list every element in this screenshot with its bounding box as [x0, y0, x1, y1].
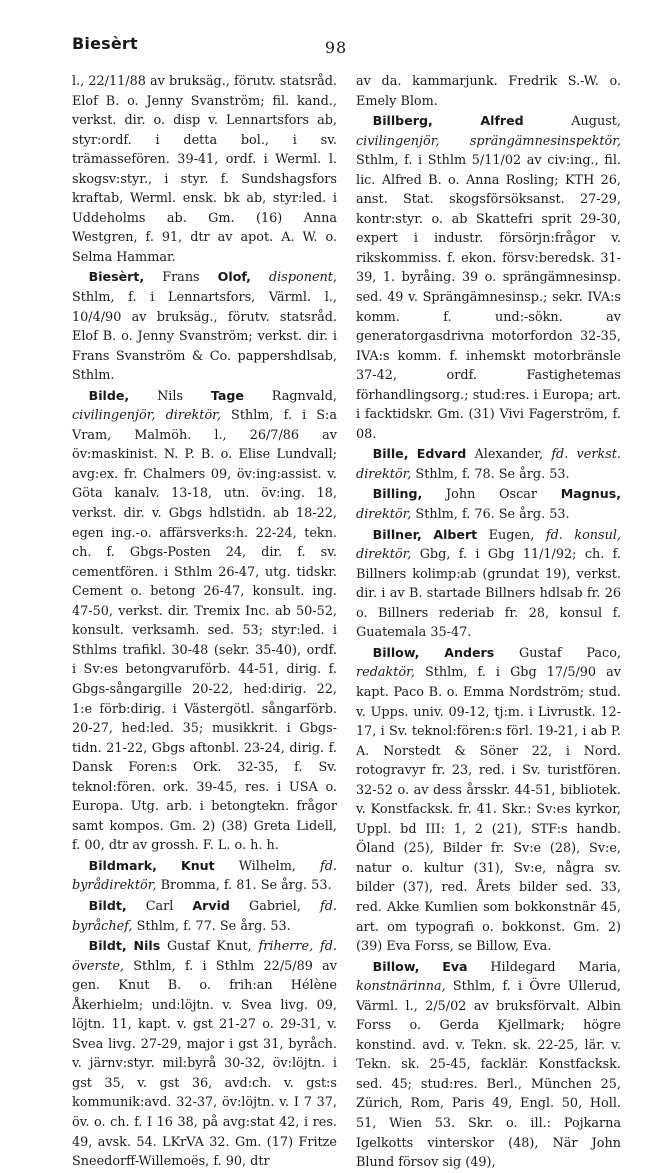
entry-given-post: Hildegard Maria,: [467, 959, 622, 975]
entry-occupation: fd. konsul, direktör,: [356, 527, 622, 563]
entry-given-bold: Knut: [180, 857, 215, 873]
continuation-text: av da. kammarjunk. Fredrik S.-W. o. Emely Blom.: [356, 74, 621, 109]
entry-occupation: fd. byråchef,: [72, 898, 337, 934]
entry-bieserth: [72, 267, 337, 385]
entry-billow-eva: [356, 957, 621, 1173]
entry-occupation: civilingenjör, sprängämnesinspektör,: [356, 133, 621, 149]
entry-given-pre: John Oscar: [446, 487, 561, 503]
entry-bildmark: [72, 856, 337, 896]
entry-given-post: Alexander,: [466, 447, 552, 463]
entry-given-bold: Albert: [433, 526, 478, 542]
entry-body: Sthlm, f. i Sthlm 22/5/89 av gen. Knut B. o. frih:an Hélène Åkerhielm; und:löjtn. v. Svea livg. 09, löjtn. 11, kapt. v. gst 21-27 o. 29-31, v. Svea livg. 27-29, major i gst 31, byråch. v. järnv:styr. mil:byrå 30-32, öv:löjtn. i gst 35, v. gst 36, avd:ch. v. gst:s kommunik:avd. 32-37, öv:löjtn. v. I 7 37, öv. o. ch. f. I 16 38, på avg:stat 42, i res. 49, avsk. 54. LKrVA 32. Gm. (17) Fritze Sneedorff-Willemoës, f. 90, dtr: [72, 958, 337, 1170]
entry-billner: [356, 525, 621, 643]
entry-surname: Billow,: [372, 644, 420, 660]
entry-given-post: Gustaf Paco,: [494, 645, 621, 661]
entry-surname: Billberg,: [372, 113, 433, 129]
entry-body: Sthlm, f. i Övre Ullerud, Värml. l., 2/5/02 av bruksförvalt. Albin Forss o. Gerda Kjellmark; högre konstind. avd. v. Tekn. sk. 22-25, lär. v. Tekn. sk. 25-45, facklär. Konstfacksk. sed. 45; stud:res. Berl., München 25, Zürich, Rom, Paris 49, Engl. 50, Holl. 51, Wien 53. Skr. o. ill.: Pojkarna Igelkotts vinterskor (48), När John Blund försov sig (49),: [356, 979, 621, 1171]
entry-bille: [356, 444, 621, 484]
entry-surname: Bildmark,: [88, 857, 157, 873]
entry-given-post: [251, 270, 269, 285]
entry-given-post: Eugen,: [477, 527, 546, 543]
left-column: [72, 72, 337, 1172]
entry-given-bold: Edvard: [416, 446, 467, 462]
entry-body: Sthlm, f. 76. Se årg. 53.: [411, 507, 570, 523]
entry-body: Sthlm, f. i S:a Vram, Malmöh. l., 26/7/86 av öv:maskinist. N. P. B. o. Elise Lundvall; avg:ex. fr. Chalmers 09, öv:ing:assist. v. Göta kanalv. 13-18, utn. öv:ing. 18, verkst. dir. v. Gbgs hdlstidn. ab 18-22, egen ing.-o. affärsverks:h. 22-24, tekn. ch. f. Gbgs-Posten 24, dir. f. sv. cementfören. i Sthlm 26-47, utg. tidskr. Cement o. betong 26-47, konsult. ing. 47-50, verkst. dir. Tremix Inc. ab 50-52, konsult. verksamh. sed. 53; styr:led. i Sthlms trafikl. 30-48 (sekr. 35-40), ordf. i Sv:es betongvaruförb. 44-51, dirig. f. Gbgs-sångargille 20-22, hed:dirig. 22, 1:e förb:dirig. i Västergötl. sångarförb. 20-27, hed:led. 35; musikkrit. i Gbgs-tidn. 21-22, Gbgs aftonbl. 23-24, dirig. f. Dansk Foren:s Ork. 32-35, f. Sv. teknol:fören. ork. 39-45, res. i USA o. Europa. Utg. arb. i betongtekn. frågor samt kompos. Gm. 2) (38) Greta Lidell, f. 00, dtr av grossh. F. L. o. h. h.: [72, 408, 337, 854]
continuation-text: l., 22/11/88 av bruksäg., förutv. statsråd. Elof B. o. Jenny Svanström; fil. kand., verkst. dir. o. disp v. Lennartsfors ab, styr:ordf. i detta bol., i sv. trämassefören. 39-41, ordf. i Werml. l. skogsv:styr., i styr. f. Sundshagsfors kraftab, Werml. ensk. bk ab, styr:led. i Uddeholms ab. Gm. (16) Anna Westgren, f. 91, dtr av apot. A. W. o. Selma Hammar.: [72, 74, 337, 265]
entry-billberg: [356, 111, 621, 444]
entry-occupation: disponent,: [268, 270, 337, 286]
entry-occupation: redaktör,: [356, 665, 415, 681]
entry-bildt-nils: [72, 936, 337, 1172]
entry-occupation: direktör,: [356, 507, 412, 523]
entry-occupation: fd. verkst. direktör,: [356, 447, 621, 482]
entry-surname: Billing,: [372, 486, 423, 502]
running-head: Biesèrt: [72, 34, 138, 53]
entry-given-pre: Frans: [162, 270, 218, 286]
entry-body: Sthlm, f. 77. Se årg. 53.: [132, 918, 291, 934]
page-number: 98: [324, 38, 348, 57]
entry-body: Sthlm, f. i Lennartsfors, Värml. l., 10/4/90 av bruksäg., förutv. statsråd. Elof B. o. Jenny Svanström; verkst. dir. i Frans Svanström & Co. pappershdlsab, Sthlm.: [72, 290, 337, 384]
entry-body: Bromma, f. 81. Se årg. 53.: [156, 878, 332, 894]
entry-given-pre: Carl: [145, 898, 193, 914]
entry-billing: [356, 484, 621, 524]
entry-surname: Bille,: [372, 446, 409, 462]
entry-given-bold: Alfred: [480, 113, 524, 129]
entry-occupation: friherre, fd. överste,: [72, 939, 337, 974]
entry-given-bold: Magnus,: [560, 486, 621, 502]
entry-body: Gbg, f. i Gbg 11/1/92; ch. f. Billners kolimp:ab (grundat 19), verkst. dir. i av B. startade Billners hdlsab fr. 26 o. Billners rederiab fr. 28, konsul f. Guatemala 35-47.: [356, 547, 621, 641]
entry-given-bold: Anders: [444, 644, 495, 660]
entry-bildt-carl: [72, 896, 337, 936]
entry-surname: Billner,: [372, 526, 422, 542]
entry-given-pre: Nils: [157, 388, 211, 404]
entry-surname: Bildt,: [88, 938, 127, 954]
entry-given-post: Gustaf Knut,: [160, 939, 259, 955]
entry-given-bold: Arvid: [192, 897, 230, 913]
entry-body: Sthlm, f. 78. Se årg. 53.: [411, 466, 570, 482]
entry-surname: Bilde,: [88, 387, 130, 403]
entry-surname: Billow,: [372, 958, 420, 974]
entry-occupation: fd. byrådirektör,: [72, 858, 337, 894]
entry-given-post: Gabriel,: [229, 898, 320, 914]
entry-given-post: Wilhelm,: [214, 858, 320, 874]
entry-surname: Bildt,: [88, 897, 127, 913]
entry-billow-anders: [356, 643, 621, 957]
entry-given-bold: Eva: [442, 958, 468, 974]
entry-given-post: August,: [523, 114, 621, 130]
right-column: [356, 72, 621, 1173]
entry-occupation: konstnärinna,: [356, 979, 446, 995]
entry-body: Sthlm, f. i Sthlm 5/11/02 av civ:ing., fil. lic. Alfred B. o. Anna Rosling; KTH 26, anst. Stat. skogsförsöksanst. 27-29, kontr:styr. o. ab Skattefri sprit 29-30, expert i industr. försörjn:frågor v. rikskommiss. f. ekon. försv:beredsk. 31-39, 1. byråing. 39 o. sprängämnesinsp. sed. 49 v. Sprängämnesinsp.; sekr. IVA:s komm. f. und:-sökn. av generatorgasdrivna motorfordon 32-35, IVA:s komm. f. inhemskt motorbränsle 37-42, ordf. Fastighetemas förhandlingsorg.; stud:res. i Europa; art. i facktidskr. Gm. (31) Vivi Fagerström, f. 08.: [356, 153, 621, 442]
entry-bilde: [72, 386, 337, 856]
entry-given-post: Ragnvald,: [243, 388, 337, 404]
entry-body: Sthlm, f. i Gbg 17/5/90 av kapt. Paco B. o. Emma Nordström; stud. v. Upps. univ. 09-12, tj:m. i Livrustk. 12-17, i Sv. teknol:fören:s förl. 19-21, i ab P. A. Norstedt & Söner 22, i Nord. rotogravyr fr. 23, red. i Sv. turistfören. 32-52 o. av dess årsskr. 44-51, bibliotek. v. Konstfacksk. fr. 41. Skr.: Sv:es kyrkor, Uppl. bd III: 1, 2 (21), STF:s handb. Öland (25), Bilder fr. Sv:e (28), Sv:e, natur o. kultur (31), Sv:e, några sv. bilder (37), red. Årets bilder sed. 33, red. Akke Kumlien som bokkonstnär 45, art. om typografi o. bokkonst. Gm. 2) (39) Eva Forss, se Billow, Eva.: [356, 665, 621, 955]
entry-given-bold: Tage: [210, 387, 244, 403]
entry-given-bold: Nils: [133, 938, 161, 954]
entry-surname: Biesèrt,: [88, 269, 145, 285]
entry-occupation: civilingenjör, direktör,: [72, 408, 221, 424]
entry-given-bold: Olof,: [217, 269, 251, 285]
